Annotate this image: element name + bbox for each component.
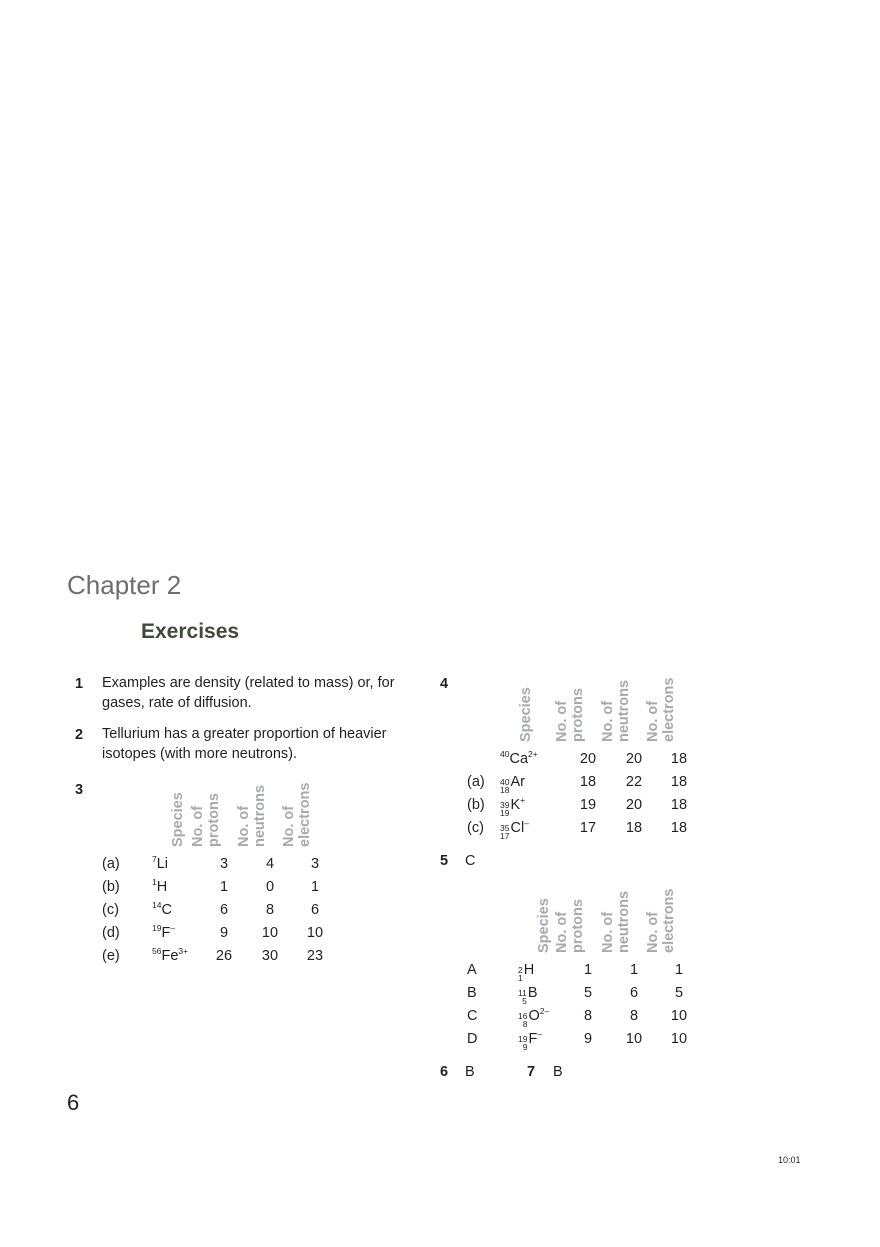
element-symbol: F <box>161 925 171 941</box>
species-notation <box>500 751 538 767</box>
electrons-value: 10 <box>670 1031 688 1047</box>
element-symbol: F <box>528 1031 538 1047</box>
atomic-number: 17 <box>500 831 510 841</box>
row-label: (e) <box>102 948 120 964</box>
electrons-value: 23 <box>306 948 324 964</box>
protons-value: 18 <box>579 774 597 790</box>
species-notation <box>518 1031 542 1051</box>
species-notation <box>152 925 175 941</box>
species-notation <box>500 797 525 817</box>
electrons-value: 10 <box>306 925 324 941</box>
mass-number: 2 <box>518 965 523 975</box>
row-label: D <box>467 1031 478 1047</box>
protons-value: 19 <box>579 797 597 813</box>
mass-number: 11 <box>518 988 527 998</box>
mass-number: 39 <box>500 800 510 810</box>
chapter-title: Chapter 2 <box>67 570 182 600</box>
element-symbol: Ca <box>509 751 529 767</box>
header-electrons-line: No. of <box>645 911 661 953</box>
protons-value: 17 <box>579 820 597 836</box>
question-7-answer: B <box>553 1064 563 1080</box>
species-notation <box>152 856 168 872</box>
header-neutrons-line: neutrons <box>616 679 632 742</box>
element-symbol: O <box>528 1008 540 1024</box>
header-electrons <box>281 707 337 847</box>
ion-charge: + <box>520 795 526 805</box>
mass-number: 1 <box>152 877 157 887</box>
row-label: (a) <box>102 856 120 872</box>
question-6-answer: B <box>465 1064 475 1080</box>
neutrons-value: 6 <box>629 985 639 1001</box>
header-species <box>518 602 558 742</box>
element-symbol: Cl <box>510 820 525 836</box>
question-1-number: 1 <box>75 676 84 692</box>
header-electrons-line: electrons <box>661 677 677 742</box>
header-neutrons-line: neutrons <box>252 784 268 847</box>
header-electrons-line: electrons <box>661 888 677 953</box>
header-protons-line: No. of <box>190 805 206 847</box>
mass-number: 35 <box>500 823 510 833</box>
header-electrons <box>645 602 701 742</box>
header-electrons-line: electrons <box>297 782 313 847</box>
question-2-text: Tellurium has a greater proportion of heavier isotopes (with more neutrons). <box>102 726 387 762</box>
protons-value: 8 <box>583 1008 593 1024</box>
protons-value: 1 <box>219 879 229 895</box>
neutrons-value: 18 <box>625 820 643 836</box>
electrons-value: 18 <box>670 797 688 813</box>
species-notation <box>152 902 172 918</box>
protons-value: 26 <box>215 948 233 964</box>
row-label: (a) <box>467 774 485 790</box>
species-notation <box>152 948 188 964</box>
atomic-number: 18 <box>500 785 510 795</box>
section-title: Exercises <box>141 620 240 643</box>
mass-number: 16 <box>518 1011 528 1021</box>
row-label: (d) <box>102 925 120 941</box>
species-notation <box>518 985 538 1005</box>
species-notation <box>518 962 534 982</box>
header-protons-line: protons <box>206 793 222 847</box>
element-symbol: C <box>161 902 172 918</box>
header-protons-line: protons <box>570 688 586 742</box>
protons-value: 9 <box>583 1031 593 1047</box>
atomic-number: 8 <box>522 1019 528 1029</box>
page-number: 6 <box>67 1090 80 1115</box>
row-label: B <box>467 985 477 1001</box>
mass-number: 19 <box>152 923 162 933</box>
ion-charge: 3+ <box>178 946 189 956</box>
protons-value: 1 <box>583 962 593 978</box>
neutrons-value: 1 <box>629 962 639 978</box>
electrons-value: 6 <box>310 902 320 918</box>
protons-value: 3 <box>219 856 229 872</box>
neutrons-value: 30 <box>261 948 279 964</box>
neutrons-value: 10 <box>261 925 279 941</box>
header-electrons-line: No. of <box>281 805 297 847</box>
protons-value: 9 <box>219 925 229 941</box>
neutrons-value: 0 <box>265 879 275 895</box>
mass-number: 56 <box>152 946 162 956</box>
atomic-number: 5 <box>522 996 527 1006</box>
species-notation <box>152 879 167 895</box>
mass-number: 40 <box>500 777 510 787</box>
row-label: (c) <box>467 820 484 836</box>
electrons-value: 3 <box>310 856 320 872</box>
electrons-value: 1 <box>310 879 320 895</box>
element-symbol: Ar <box>510 774 525 790</box>
question-1-text: Examples are density (related to mass) or, for gases, rate of diffusion. <box>102 675 395 711</box>
electrons-value: 18 <box>670 820 688 836</box>
row-label: (c) <box>102 902 119 918</box>
neutrons-value: 20 <box>625 751 643 767</box>
header-electrons-line: No. of <box>645 700 661 742</box>
element-symbol: H <box>156 879 168 895</box>
atomic-number: 9 <box>522 1042 528 1052</box>
electrons-value: 18 <box>670 774 688 790</box>
element-symbol: Li <box>156 856 169 872</box>
header-species-line: Species <box>518 687 534 742</box>
question-6-number: 6 <box>440 1064 449 1080</box>
row-label: (b) <box>467 797 485 813</box>
header-protons-line: No. of <box>554 911 570 953</box>
question-5-number: 5 <box>440 853 449 869</box>
question-5-answer: C <box>465 853 476 869</box>
element-symbol: Fe <box>161 948 179 964</box>
footer-time: 10:01 <box>778 1155 801 1165</box>
row-label: (b) <box>102 879 120 895</box>
row-label: A <box>467 962 477 978</box>
protons-value: 6 <box>219 902 229 918</box>
species-notation <box>518 1008 549 1028</box>
mass-number: 40 <box>500 749 510 759</box>
atomic-number: 1 <box>518 973 523 983</box>
electrons-value: 5 <box>674 985 684 1001</box>
neutrons-value: 4 <box>265 856 275 872</box>
header-species-line: Species <box>170 792 186 847</box>
question-7-number: 7 <box>527 1064 536 1080</box>
species-notation <box>500 820 529 840</box>
header-neutrons-line: No. of <box>600 700 616 742</box>
species-notation <box>500 774 525 794</box>
question-4-number: 4 <box>440 676 449 692</box>
header-species-line: Species <box>536 898 552 953</box>
header-neutrons-line: No. of <box>600 911 616 953</box>
element-symbol: H <box>523 962 535 978</box>
header-electrons <box>645 813 701 953</box>
neutrons-value: 8 <box>265 902 275 918</box>
neutrons-value: 10 <box>625 1031 643 1047</box>
question-2-number: 2 <box>75 727 84 743</box>
ion-charge: – <box>537 1029 543 1039</box>
header-protons-line: protons <box>570 899 586 953</box>
ion-charge: – <box>170 923 176 933</box>
mass-number: 7 <box>152 854 157 864</box>
mass-number: 14 <box>152 900 162 910</box>
electrons-value: 1 <box>674 962 684 978</box>
header-protons-line: No. of <box>554 700 570 742</box>
element-symbol: B <box>527 985 538 1001</box>
neutrons-value: 20 <box>625 797 643 813</box>
header-neutrons-line: neutrons <box>616 890 632 953</box>
electrons-value: 10 <box>670 1008 688 1024</box>
neutrons-value: 8 <box>629 1008 639 1024</box>
protons-value: 20 <box>579 751 597 767</box>
electrons-value: 18 <box>670 751 688 767</box>
ion-charge: – <box>524 818 529 828</box>
element-symbol: K <box>510 797 521 813</box>
row-label: C <box>467 1008 478 1024</box>
mass-number: 19 <box>518 1034 528 1044</box>
atomic-number: 19 <box>500 808 510 818</box>
header-neutrons-line: No. of <box>236 805 252 847</box>
ion-charge: 2– <box>539 1006 550 1016</box>
question-3-number: 3 <box>75 782 84 798</box>
ion-charge: 2+ <box>528 749 538 759</box>
protons-value: 5 <box>583 985 593 1001</box>
neutrons-value: 22 <box>625 774 643 790</box>
